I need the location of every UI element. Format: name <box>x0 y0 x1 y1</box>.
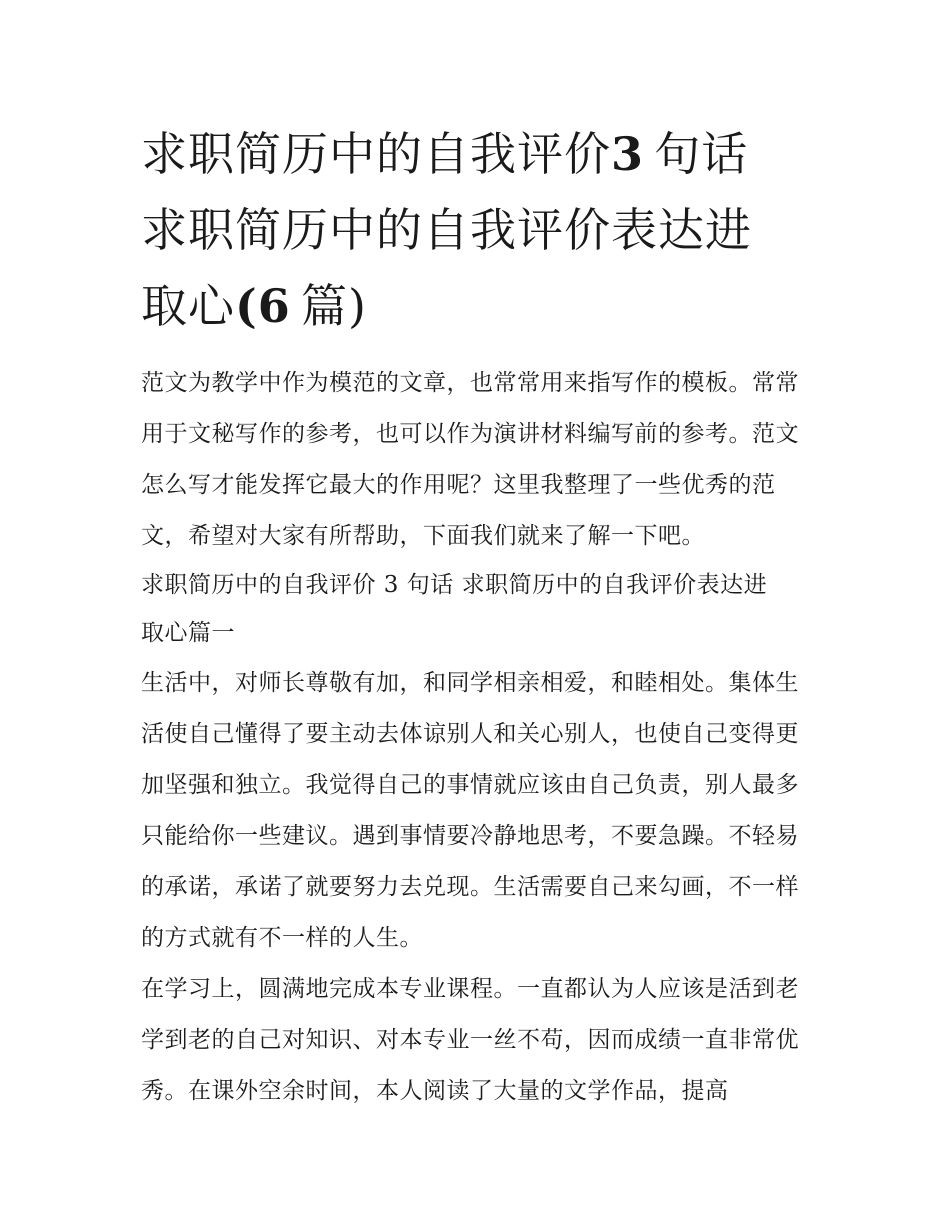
title-line-2: 求职简历中的自我评价表达进 <box>141 203 752 257</box>
document-page <box>141 0 821 1117</box>
title-line-3: 取心(6 篇) <box>141 279 367 333</box>
body-paragraph-2: 在学习上，圆满地完成本专业课程。一直都认为人应该是活到老学到老的自己对知识、对本专业一丝不苟，因而成绩一直非常优秀。在课外空余时间，本人阅读了大量的文学作品，提高 <box>141 976 799 1104</box>
document-body <box>141 358 821 1117</box>
section-heading <box>141 562 821 658</box>
document-title <box>141 0 821 344</box>
section-heading-line-1: 求职简历中的自我评价 3 句话 求职简历中的自我评价表达进 <box>141 572 768 598</box>
body-paragraph-1: 生活中，对师长尊敬有加，和同学相亲相爱，和睦相处。集体生活使自己懂得了要主动去体谅别人和关心别人，也使自己变得更加坚强和独立。我觉得自己的事情就应该由自己负责，别人最多只能给你一些建议。遇到事情要冷静地思考，不要急躁。不轻易的承诺，承诺了就要努力去兑现。生活需要自己来勾画，不一样的方式就有不一样的人生。 <box>141 670 799 951</box>
intro-paragraph: 范文为教学中作为模范的文章，也常常用来指写作的模板。常常用于文秘写作的参考，也可以作为演讲材料编写前的参考。范文怎么写才能发挥它最大的作用呢？这里我整理了一些优秀的范文，希望对大家有所帮助，下面我们就来了解一下吧。 <box>141 370 799 549</box>
section-heading-line-2: 取心篇一 <box>141 620 235 646</box>
title-line-1: 求职简历中的自我评价3 句话 <box>141 127 749 181</box>
